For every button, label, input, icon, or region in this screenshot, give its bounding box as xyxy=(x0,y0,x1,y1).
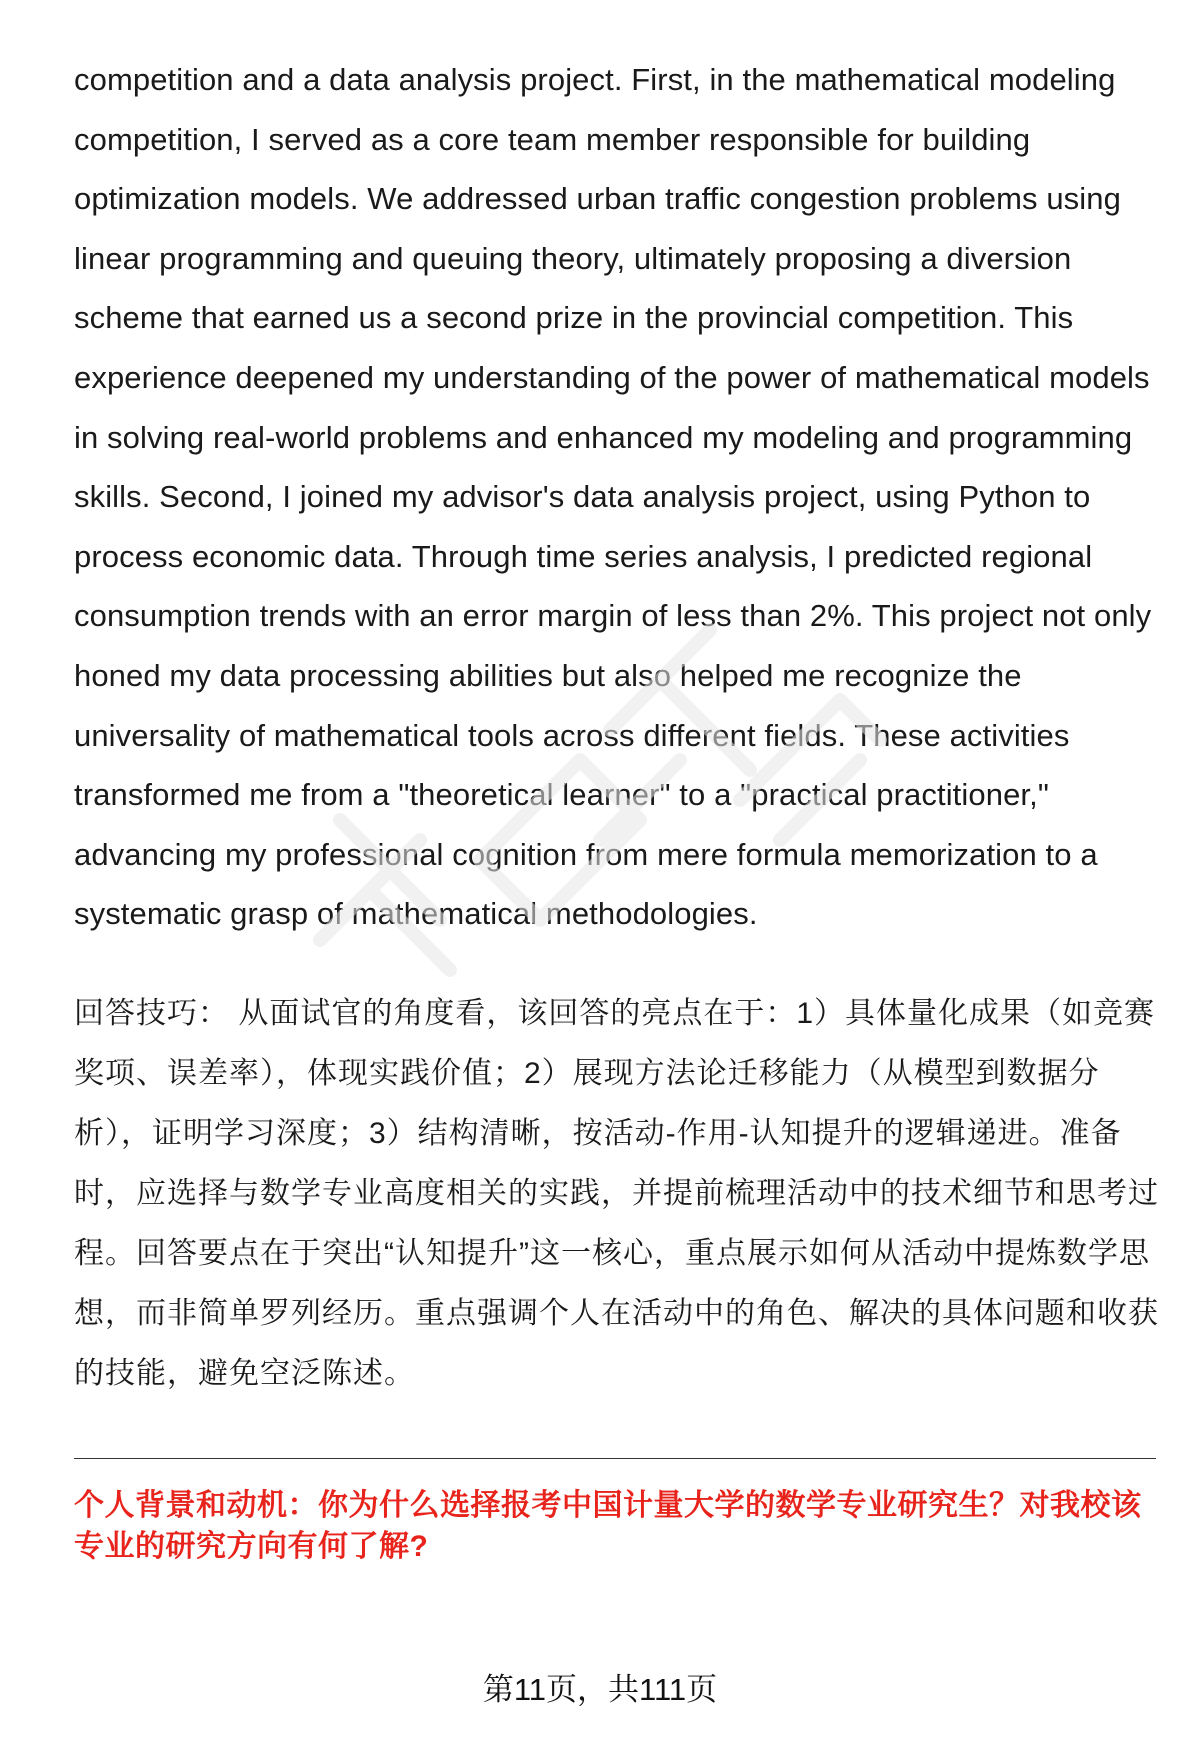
next-question-heading: 个人背景和动机：你为什么选择报考中国计量大学的数学专业研究生？对我校该专业的研究方向有何了解? xyxy=(74,1488,1142,1563)
answer-paragraph: competition and a data analysis project. First, in the mathematical modeling competition, I served as a core team member responsible for building optimization models. We addressed urban traffic congestion problems using linear programming and queuing theory, ultimately proposing a diversion scheme that earned us a second prize in the provincial competition. This experience deepened my understanding of the power of mathematical models in solving real-world problems and enhanced my modeling and programming skills. Second, I joined my advisor's data analysis project, using Python to process economic data. Through time series analysis, I predicted regional consumption trends with an error margin of less than 2%. This project not only honed my data processing abilities but also helped me recognize the universality of mathematical tools across different fields. These activities transformed me from a "theoretical learner" to a "practical practitioner," advancing my professional cognition from mere formula memorization to a systematic grasp of mathematical methodologies. xyxy=(74,62,1152,932)
document-page xyxy=(74,50,1160,1567)
section-divider xyxy=(74,1458,1156,1459)
answer-tips-paragraph: 回答技巧： 从面试官的角度看，该回答的亮点在于：1）具体量化成果（如竞赛奖项、误差率），体现实践价值；2）展现方法论迁移能力（从模型到数据分析），证明学习深度；3）结构清晰，按活动-作用-认知提升的逻辑递进。准备时，应选择与数学专业高度相关的实践，并提前梳理活动中的技术细节和思考过程。回答要点在于突出“认知提升”这一核心，重点展示如何从活动中提炼数学思想，而非简单罗列经历。重点强调个人在活动中的角色、解决的具体问题和收获的技能，避免空泛陈述。 xyxy=(74,996,1159,1390)
page-number: 第11页，共111页 xyxy=(482,1672,718,1707)
